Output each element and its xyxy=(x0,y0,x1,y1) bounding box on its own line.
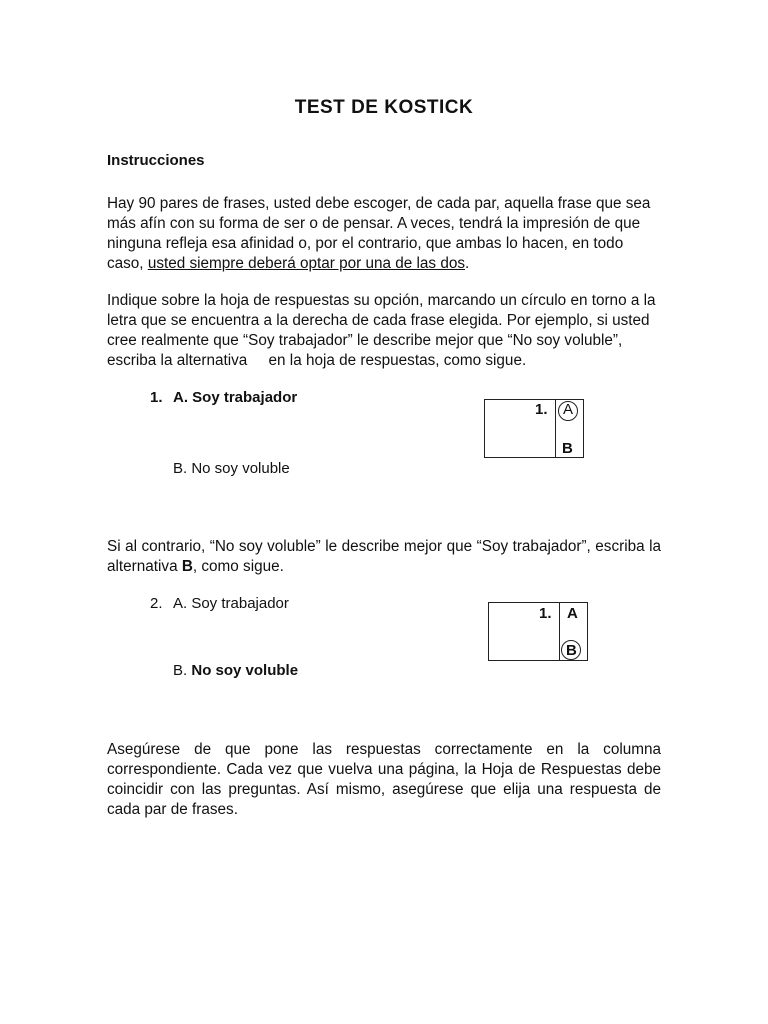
example1-box-a: A xyxy=(563,401,574,418)
example2-number: 2. xyxy=(150,595,163,612)
example2-answer-box xyxy=(488,602,588,661)
p1-underlined-text: usted siempre deberá optar por una de las dos xyxy=(147,255,465,272)
closing-paragraph: Asegúrese de que pone las respuestas correctamente en la columna correspondiente. Cada vez que vuelva una página, la Hoja de Respuestas debe coincidir con las preguntas. Así mismo, asegúrese que elija una respuesta de cada par de frases. xyxy=(107,741,661,818)
middle-paragraph xyxy=(107,537,661,577)
instructions-paragraph-2: Indique sobre la hoja de respuestas su opción, marcando un círculo en torno a la letra que se encuentra a la derecha de cada frase elegida. Por ejemplo, si usted cree realmente que “Soy trabajador” le describe mejor que “No soy voluble”, escriba la alternativa en la hoja de respuestas, como sigue. xyxy=(107,292,660,369)
example2-box-b: B xyxy=(566,642,577,659)
instructions-heading: Instrucciones xyxy=(107,152,205,169)
example1-answer-box xyxy=(484,399,584,458)
middle-bold-letter: B xyxy=(181,558,193,575)
example1-number: 1. xyxy=(150,389,163,406)
example2-option-b-prefix: B. xyxy=(173,662,188,679)
example2-option-b xyxy=(173,662,298,679)
example1-option-a: A. Soy trabajador xyxy=(173,389,298,406)
middle-text: Si al contrario, “No soy voluble” le describe mejor que “Soy trabajador”, escriba la alternativa xyxy=(107,538,661,575)
example2-box-a: A xyxy=(567,605,578,622)
instructions-paragraph-1 xyxy=(107,194,661,274)
p1-end: . xyxy=(465,255,470,272)
example2-box-number: 1. xyxy=(539,605,552,622)
example1-option-b: B. No soy voluble xyxy=(173,460,290,477)
p1-text: Hay 90 pares de frases, usted debe escoger, de cada par, aquella frase que sea más afín con su forma de ser o de pensar. A veces, tendrá la impresión de que ninguna refleja esa afinidad o, por el contrario, que ambas lo hacen, en todo caso, xyxy=(107,195,651,272)
example1-box-number: 1. xyxy=(535,401,548,418)
example2-option-a: A. Soy trabajador xyxy=(173,595,289,612)
middle-end: , como sigue. xyxy=(192,558,284,575)
example2-option-b-bold: No soy voluble xyxy=(191,662,299,679)
example1-box-b: B xyxy=(562,440,573,457)
page-title: TEST DE KOSTICK xyxy=(294,97,474,118)
